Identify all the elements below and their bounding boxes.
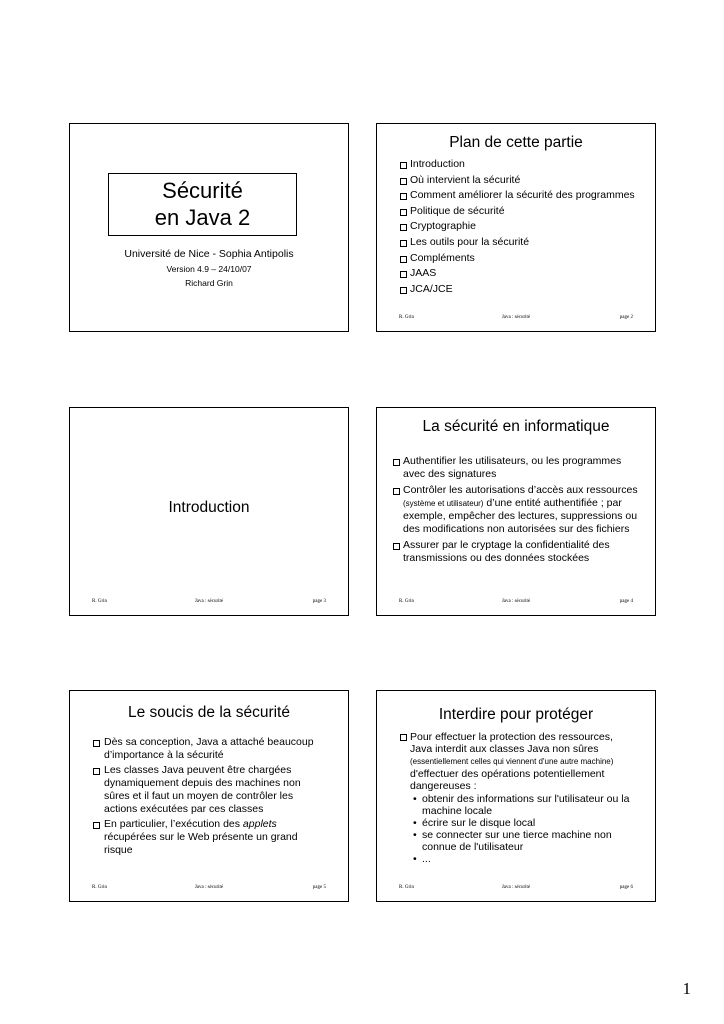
- slide-title: Plan de cette partie: [449, 134, 583, 151]
- slide-interdire-proteger: [376, 690, 656, 902]
- checkbox-bullet-icon: [400, 178, 407, 185]
- bullet-icon: •: [413, 829, 417, 841]
- checkbox-bullet-icon: [400, 193, 407, 200]
- title-box: [108, 173, 297, 236]
- slide-footer: R. Grin Java : sécurité page 4: [399, 599, 633, 604]
- list-item: JAAS: [400, 267, 635, 280]
- checkbox-bullet-icon: [400, 734, 407, 741]
- author: Richard Grin: [185, 278, 233, 288]
- list-item: Introduction: [400, 158, 635, 171]
- checkbox-bullet-icon: [400, 209, 407, 216]
- section-title: Introduction: [168, 499, 250, 516]
- checkbox-bullet-icon: [400, 287, 407, 294]
- checkbox-bullet-icon: [393, 488, 400, 495]
- slide-securite-informatique: [376, 407, 656, 616]
- slide-title: La sécurité en informatique: [422, 418, 610, 435]
- bullet-icon: •: [413, 817, 417, 829]
- content-list: [393, 455, 638, 565]
- list-item: Authentifier les utilisateurs, ou les programmes avec des signatures: [393, 455, 638, 481]
- content-list: [400, 731, 635, 865]
- title-line-2: en Java 2: [154, 205, 251, 230]
- checkbox-bullet-icon: [93, 740, 100, 747]
- list-item: Les classes Java peuvent être chargées dynamiquement depuis des machines non sûres et il faut un moyen de contrôler les actions exécutées par ces classes: [93, 764, 318, 816]
- checkbox-bullet-icon: [400, 240, 407, 247]
- slide-footer: R. Grin Java : sécurité page 2: [399, 315, 633, 320]
- checkbox-bullet-icon: [393, 543, 400, 550]
- slide-title: Le soucis de la sécurité: [128, 704, 290, 721]
- list-item: Contrôler les autorisations d’accès aux ressources (système et utilisateur) d’une entité authentifiée ; par exemple, empêcher des lectures, suppressions ou des modifications non autorisées sur des fichiers: [393, 484, 638, 536]
- bullet-icon: •: [413, 853, 417, 865]
- list-item: Compléments: [400, 252, 635, 265]
- bullet-icon: •: [413, 793, 417, 805]
- slide-introduction: [69, 407, 349, 616]
- page-number: 1: [682, 979, 691, 998]
- sub-list-item: • se connecter sur une tierce machine non connue de l'utilisateur: [413, 829, 612, 853]
- sub-list-item: • écrire sur le disque local: [413, 817, 536, 829]
- checkbox-bullet-icon: [93, 822, 100, 829]
- slide-soucis-securite: [69, 690, 349, 902]
- list-item: Pour effectuer la protection des ressources, Java interdit aux classes Java non sûres (essentiellement celles qui viennent d'une autre machine) d'effectuer des opérations potentiellement dangereuses : • obtenir des informations sur l'utilisateur ou la machine locale • écrire sur le disque local • se connecter sur une tierce machine non connue de l'utilisateur • ...: [400, 731, 635, 865]
- checkbox-bullet-icon: [393, 459, 400, 466]
- title-line-1: Sécurité: [162, 178, 243, 203]
- list-item: Comment améliorer la sécurité des programmes: [400, 189, 635, 202]
- list-item: Politique de sécurité: [400, 205, 635, 218]
- checkbox-bullet-icon: [400, 224, 407, 231]
- checkbox-bullet-icon: [400, 256, 407, 263]
- content-list: [93, 736, 318, 857]
- slide-title: [69, 123, 349, 332]
- checkbox-bullet-icon: [93, 768, 100, 775]
- list-item: Dès sa conception, Java a attaché beaucoup d’importance à la sécurité: [93, 736, 318, 762]
- plan-list: [400, 158, 635, 298]
- list-item: JCA/JCE: [400, 283, 635, 296]
- slide-footer: R. Grin Java : sécurité page 5: [92, 885, 326, 890]
- university: Université de Nice - Sophia Antipolis: [124, 248, 294, 260]
- sub-list-item: • ...: [413, 853, 431, 865]
- version: Version 4.9 – 24/10/07: [166, 264, 252, 274]
- slide-title: Interdire pour protéger: [438, 706, 594, 723]
- list-item: Assurer par le cryptage la confidentialité des transmissions ou des données stockées: [393, 539, 638, 565]
- checkbox-bullet-icon: [400, 271, 407, 278]
- sub-list: [412, 793, 635, 865]
- list-item: Où intervient la sécurité: [400, 174, 635, 187]
- slide-footer: R. Grin Java : sécurité page 6: [399, 885, 633, 890]
- list-item: En particulier, l’exécution des applets récupérées sur le Web présente un grand risque: [93, 818, 318, 857]
- sub-list-item: • obtenir des informations sur l'utilisateur ou la machine locale: [413, 793, 630, 817]
- list-item: Cryptographie: [400, 220, 635, 233]
- checkbox-bullet-icon: [400, 162, 407, 169]
- slide-footer: R. Grin Java : sécurité page 3: [92, 599, 326, 604]
- slide-plan: [376, 123, 656, 332]
- list-item: Les outils pour la sécurité: [400, 236, 635, 249]
